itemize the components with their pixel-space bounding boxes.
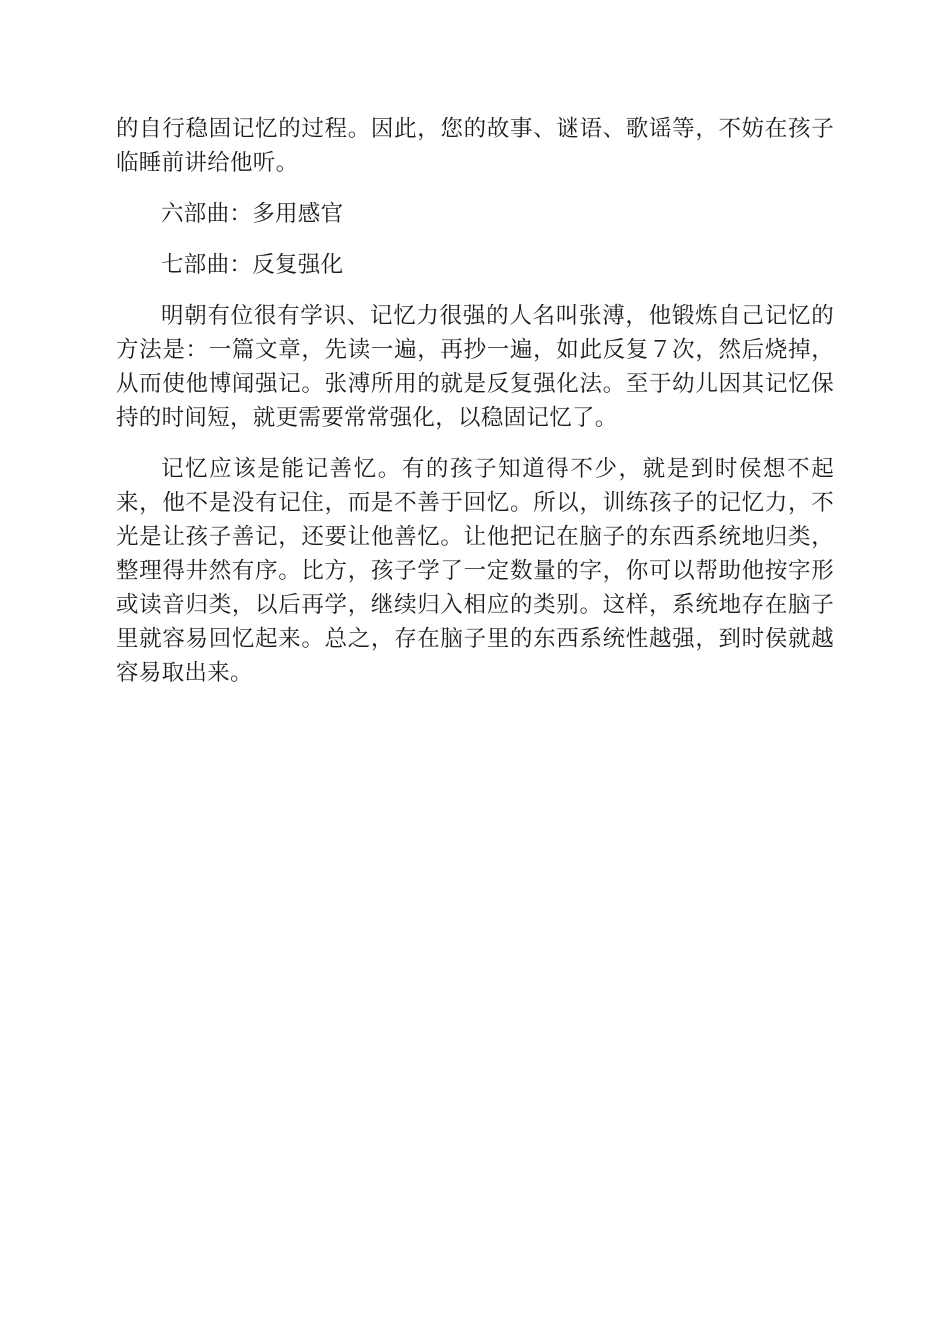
paragraph-zhang-pu: 明朝有位很有学识、记忆力很强的人名叫张溥，他锻炼自己记忆的方法是：一篇文章，先读一遍，再抄一遍，如此反复７次，然后烧掉，从而使他博闻强记。张溥所用的就是反复强化法。至于幼儿因其记忆保持的时间短，就更需要常常强化，以稳固记忆了。 bbox=[116, 303, 834, 431]
document-body bbox=[116, 112, 834, 707]
paragraph-recall: 记忆应该是能记善忆。有的孩子知道得不少，就是到时侯想不起来，他不是没有记住，而是不善于回忆。所以，训练孩子的记忆力，不光是让孩子善记，还要让他善忆。让他把记在脑子的东西系统地归类，整理得井然有序。比方，孩子学了一定数量的字，你可以帮助他按字形或读音归类，以后再学，继续归入相应的类别。这样，系统地存在脑子里就容易回忆起来。总之，存在脑子里的东西系统性越强，到时侯就越容易取出来。 bbox=[116, 456, 834, 686]
paragraph-continuation: 的自行稳固记忆的过程。因此，您的故事、谜语、歌谣等，不妨在孩子临睡前讲给他听。 bbox=[116, 116, 834, 176]
section-heading-seven: 七部曲：反复强化 bbox=[161, 252, 344, 278]
section-heading-six: 六部曲：多用感官 bbox=[161, 201, 344, 227]
